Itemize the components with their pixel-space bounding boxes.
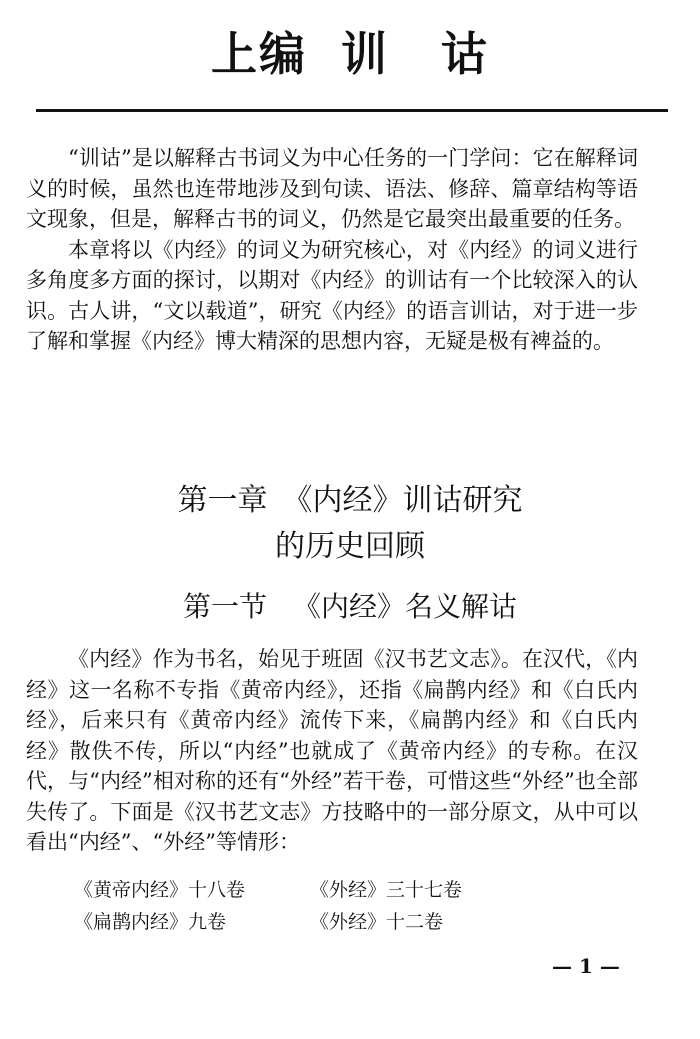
section-body: [26, 644, 638, 858]
part-title: [0, 18, 700, 84]
chapter-heading-line-1: 第一章 《内经》训诂研究: [177, 483, 523, 518]
section-paragraph: 《内经》作为书名，始见于班固《汉书艺文志》。在汉代，《内经》这一名称不专指《黄帝内经》，还指《扁鹊内经》和《白氏内经》，后来只有《黄帝内经》流传下来，《扁鹊内经》和《白氏内经》散佚不传，所以“内经”也就成了《黄帝内经》的专称。在汉代，与“内经”相对称的还有“外经”若干卷，可惜这些“外经”也全部失传了。下面是《汉书艺文志》方技略中的一部分原文，从中可以看出“内经”、“外经”等情形：: [26, 647, 638, 854]
book-list-row: [74, 906, 462, 938]
section-heading: [0, 585, 700, 625]
title-divider: [36, 109, 668, 112]
intro-paragraph-2: 本章将以《内经》的词义为研究核心，对《内经》的词义进行多角度多方面的探讨，以期对《内经》的训诂有一个比较深入的认识。古人讲，“文以载道”，研究《内经》的语言训诂，对于进一步了解和掌握《内经》博大精深的思想内容，无疑是极有裨益的。: [26, 237, 638, 353]
part-title-label: 上编: [211, 27, 307, 81]
page-number: — 1 —: [552, 954, 620, 978]
intro-text: [26, 143, 638, 357]
book-list-row: [74, 874, 462, 906]
book-entry: 《黄帝内经》十八卷: [74, 879, 246, 901]
chapter-heading-line-2: 的历史回顾: [275, 529, 425, 564]
chapter-heading: [0, 478, 700, 570]
book-list: [74, 874, 462, 938]
book-entry: 《外经》三十七卷: [310, 879, 463, 901]
book-entry: 《外经》十二卷: [310, 911, 444, 933]
intro-paragraph-1: “训诂”是以解释古书词义为中心任务的一门学问：它在解释词义的时候，虽然也连带地涉及到句读、语法、修辞、篇章结构等语文现象，但是，解释古书的词义，仍然是它最突出最重要的任务。: [26, 146, 638, 231]
section-title: 《内经》名义解诂: [293, 590, 518, 623]
book-entry: 《扁鹊内经》九卷: [74, 911, 227, 933]
part-title-char-xun: 训: [341, 27, 389, 81]
part-title-char-gu: 诂: [441, 27, 489, 81]
section-number: 第一节: [182, 590, 267, 623]
